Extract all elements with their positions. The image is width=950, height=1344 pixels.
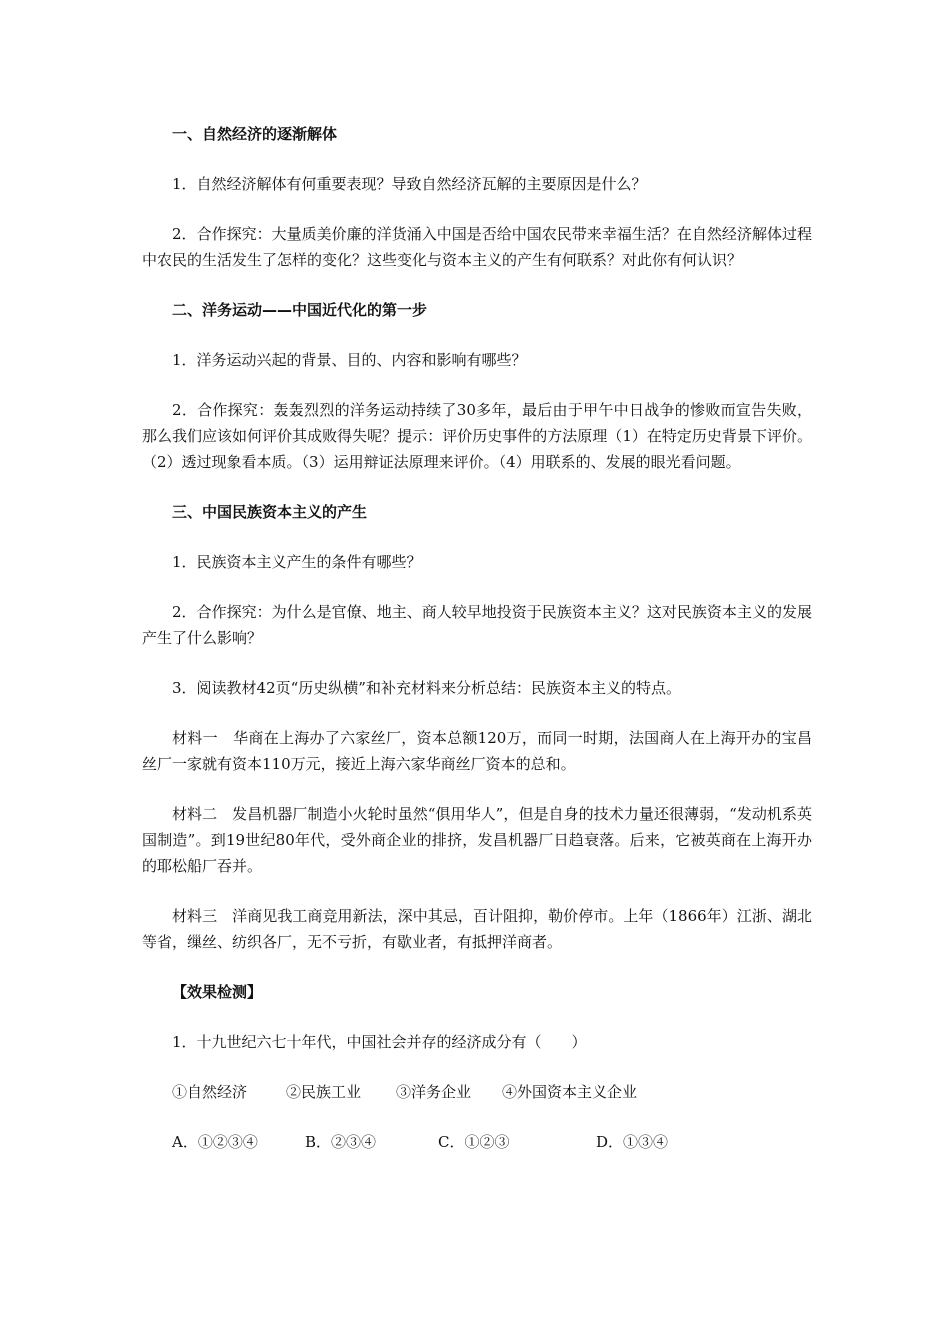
test-heading: 【效果检测】 <box>172 983 263 1001</box>
inquiry-paragraph: 2．合作探究：轰轰烈烈的洋务运动持续了30多年，最后由于甲午中日战争的惨败而宣告失败，那么我们应该如何评价其成败得失呢？提示：评价历史事件的方法原理（1）在特定历史背景下评价。（2）透过现象看本质。（3）运用辩证法原理来评价。（4）用联系的、发展的眼光看问题。 <box>142 401 812 471</box>
section-heading-natural-economy: 一、自然经济的逐渐解体 <box>172 125 338 143</box>
answer-options <box>142 1129 812 1155</box>
question-paragraph: 1．民族资本主义产生的条件有哪些？ <box>172 553 422 571</box>
answer-option-c: C．①②③ <box>438 1133 510 1151</box>
section-heading-national-capitalism: 三、中国民族资本主义的产生 <box>172 503 368 521</box>
component-item: ①自然经济 <box>172 1083 248 1101</box>
answer-option-a: A．①②③④ <box>172 1133 258 1151</box>
test-question: 1．十九世纪六七十年代，中国社会并存的经济成分有（ ） <box>172 1033 587 1051</box>
question-paragraph: 1．自然经济解体有何重要表现？导致自然经济瓦解的主要原因是什么？ <box>172 175 647 193</box>
economic-components-list <box>142 1079 812 1105</box>
component-item: ④外国资本主义企业 <box>502 1083 638 1101</box>
inquiry-paragraph: 2．合作探究：为什么是官僚、地主、商人较早地投资于民族资本主义？这对民族资本主义的发展产生了什么影响？ <box>142 603 812 647</box>
document-body <box>142 121 812 1179</box>
component-item: ②民族工业 <box>286 1083 362 1101</box>
section-heading-westernization: 二、洋务运动——中国近代化的第一步 <box>172 301 428 319</box>
material-two-paragraph: 材料二 发昌机器厂制造小火轮时虽然“俱用华人”，但是自身的技术力量还很薄弱，“发动机系英国制造”。到19世纪80年代，受外商企业的排挤，发昌机器厂日趋衰落。后来，它被英商在上海开办的耶松船厂吞并。 <box>142 805 812 875</box>
inquiry-paragraph: 2．合作探究：大量质美价廉的洋货涌入中国是否给中国农民带来幸福生活？在自然经济解体过程中农民的生活发生了怎样的变化？这些变化与资本主义的产生有何联系？对此你有何认识？ <box>142 225 812 269</box>
reading-task-paragraph: 3．阅读教材42页“历史纵横”和补充材料来分析总结：民族资本主义的特点。 <box>172 679 681 697</box>
material-one-paragraph: 材料一 华商在上海办了六家丝厂，资本总额120万，而同一时期，法国商人在上海开办的宝昌丝厂一家就有资本110万元，接近上海六家华商丝厂资本的总和。 <box>142 729 812 773</box>
answer-option-b: B．②③④ <box>305 1133 377 1151</box>
answer-option-d: D．①③④ <box>596 1133 669 1151</box>
component-item: ③洋务企业 <box>396 1083 472 1101</box>
question-paragraph: 1．洋务运动兴起的背景、目的、内容和影响有哪些？ <box>172 351 527 369</box>
material-three-paragraph: 材料三 洋商见我工商竞用新法，深中其忌，百计阻抑，勒价停市。上年（1866年）江浙、湖北等省，缫丝、纺织各厂，无不亏折，有歇业者，有抵押洋商者。 <box>142 907 812 951</box>
